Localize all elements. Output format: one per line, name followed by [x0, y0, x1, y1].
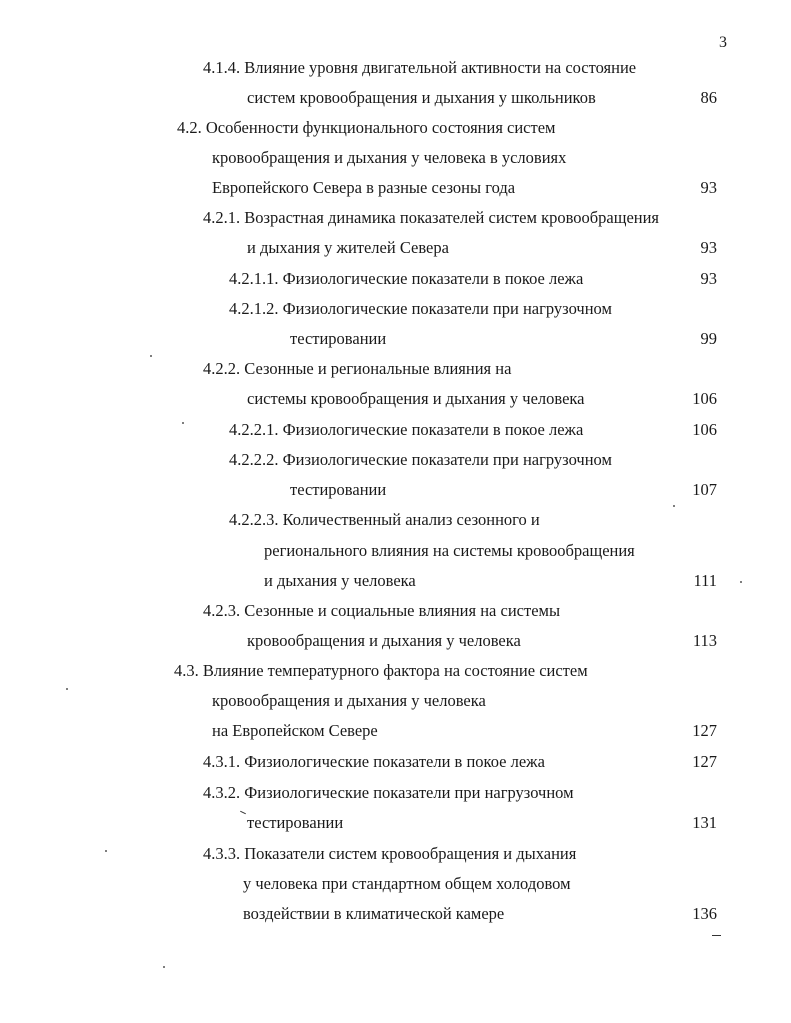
toc-line: тестировании [290, 329, 387, 348]
toc-page-number: 93 [700, 269, 717, 288]
toc-line: 4.2.3. Сезонные и социальные влияния на системы [203, 601, 561, 620]
toc-page-number: 136 [692, 904, 717, 923]
scan-speck [740, 581, 742, 583]
toc-line: тестировании [247, 813, 344, 832]
toc-line: регионального влияния на системы кровообращения [264, 541, 635, 560]
toc-page-number: 111 [693, 571, 717, 590]
toc-line: системы кровообращения и дыхания у человека [247, 389, 585, 408]
scan-speck [105, 850, 107, 852]
toc-line: 4.3.3. Показатели систем кровообращения и дыхания [203, 844, 577, 863]
toc-line: кровообращения и дыхания у человека [212, 691, 486, 710]
scan-speck [182, 422, 184, 424]
scan-speck [673, 505, 675, 507]
toc-page-number: 106 [692, 389, 717, 408]
toc-line: 4.2.2.1. Физиологические показатели в покое лежа [229, 420, 584, 439]
scan-dash [712, 935, 721, 936]
toc-line: систем кровообращения и дыхания у школьников [247, 88, 596, 107]
toc-line: у человека при стандартном общем холодовом [243, 874, 571, 893]
toc-line: и дыхания у человека [264, 571, 416, 590]
toc-page-number: 93 [700, 238, 717, 257]
toc-line: тестировании [290, 480, 387, 499]
toc-line: 4.2.2. Сезонные и региональные влияния на [203, 359, 512, 378]
toc-page-number: 127 [692, 752, 717, 771]
toc-line: 4.3. Влияние температурного фактора на состояние систем [174, 661, 588, 680]
toc-page-number: 107 [692, 480, 717, 499]
toc-line: кровообращения и дыхания у человека [247, 631, 521, 650]
scan-speck [163, 966, 165, 968]
scan-speck [66, 688, 68, 690]
toc-line: Европейского Севера в разные сезоны года [212, 178, 516, 197]
toc-page-number: 127 [692, 721, 717, 740]
toc-line: 4.2.1. Возрастная динамика показателей систем кровообращения [203, 208, 660, 227]
toc-line: 4.3.1. Физиологические показатели в покое лежа [203, 752, 545, 771]
toc-line: 4.2.1.2. Физиологические показатели при нагрузочном [229, 299, 612, 318]
toc-line: 4.3.2. Физиологические показатели при нагрузочном [203, 783, 574, 802]
toc-line: кровообращения и дыхания у человека в условиях [212, 148, 567, 167]
toc-page-number: 131 [692, 813, 717, 832]
toc-page-number: 99 [700, 329, 717, 348]
toc-line: 4.2. Особенности функционального состояния систем [177, 118, 556, 137]
toc-line: 4.2.2.2. Физиологические показатели при нагрузочном [229, 450, 612, 469]
toc-line: на Европейском Севере [212, 721, 378, 740]
toc-page-number: 106 [692, 420, 717, 439]
scan-dash [240, 811, 246, 814]
toc-line: 4.2.2.3. Количественный анализ сезонного и [229, 510, 540, 529]
toc-page-number: 86 [700, 88, 717, 107]
toc-page-number: 93 [700, 178, 717, 197]
scan-speck [150, 355, 152, 357]
toc-line: воздействии в климатической камере [243, 904, 505, 923]
toc-line: и дыхания у жителей Севера [247, 238, 449, 257]
toc-line: 4.2.1.1. Физиологические показатели в покое лежа [229, 269, 584, 288]
toc-line: 4.1.4. Влияние уровня двигательной активности на состояние [203, 58, 637, 77]
page-number: 3 [719, 34, 727, 51]
toc-page-number: 113 [692, 631, 717, 650]
